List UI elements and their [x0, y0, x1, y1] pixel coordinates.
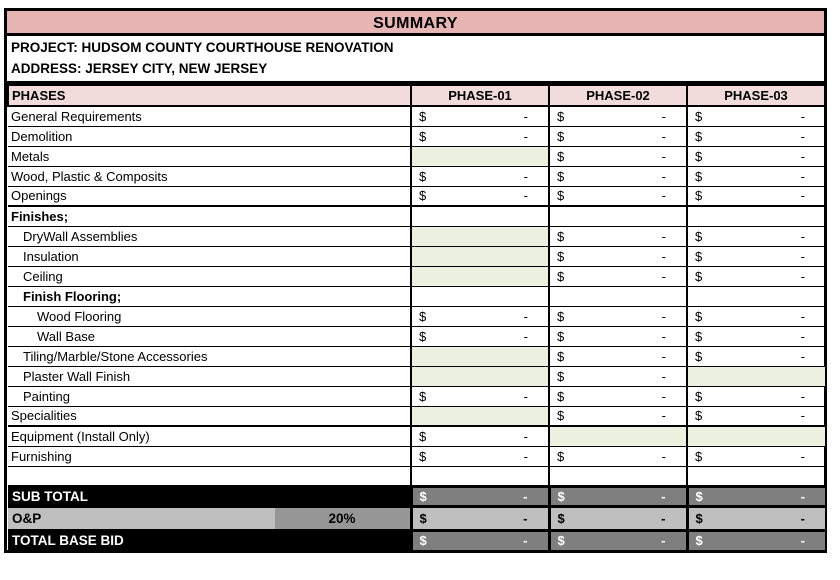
total-base-bid-row [8, 530, 825, 550]
op-phase-03-cell[interactable] [687, 506, 825, 530]
currency-symbol: $ [695, 168, 703, 184]
table-row [8, 186, 825, 206]
currency-symbol: $ [419, 308, 427, 324]
amount-dash: - [800, 108, 805, 124]
table-row [8, 446, 825, 466]
cell-phase-03[interactable] [687, 286, 825, 306]
amount-dash: - [661, 228, 666, 244]
currency-symbol: $ [695, 228, 703, 244]
table-row [8, 386, 825, 406]
amount-dash: - [800, 228, 805, 244]
currency-symbol: $ [557, 168, 565, 184]
currency-symbol: $ [557, 128, 565, 144]
amount-dash: - [661, 328, 666, 344]
amount-dash: - [523, 168, 528, 184]
cell-phase-02[interactable] [549, 166, 687, 186]
cell-phase-03[interactable] [687, 426, 825, 446]
amount-dash: - [800, 348, 805, 364]
cell-phase-01[interactable] [411, 246, 549, 266]
amount-dash: - [800, 448, 805, 464]
amount-dash: - [661, 348, 666, 364]
amount-dash: - [800, 248, 805, 264]
cell-phase-03[interactable] [687, 106, 825, 126]
amount-dash: - [800, 188, 805, 204]
amount-dash: - [661, 533, 666, 549]
cell-phase-03[interactable] [687, 206, 825, 226]
amount-dash: - [661, 108, 666, 124]
currency-symbol: $ [419, 128, 427, 144]
amount-dash: - [661, 308, 666, 324]
cell-phase-01[interactable] [411, 426, 549, 446]
subtotal-phase-02-cell[interactable] [549, 486, 687, 506]
currency-symbol: $ [419, 108, 427, 124]
table-row [8, 146, 825, 166]
amount-dash: - [661, 168, 666, 184]
total-phase-03-cell[interactable] [687, 530, 825, 550]
amount-dash: - [661, 510, 666, 526]
cell-phase-02[interactable] [549, 246, 687, 266]
table-row [8, 406, 825, 426]
currency-symbol: $ [557, 368, 565, 384]
cell-phase-03[interactable] [687, 226, 825, 246]
amount-dash: - [523, 428, 528, 444]
amount-dash: - [800, 388, 805, 404]
summary-sheet [4, 8, 827, 553]
currency-symbol: $ [557, 488, 565, 504]
currency-symbol: $ [695, 448, 703, 464]
table-row [8, 266, 825, 286]
cell-phase-03[interactable] [687, 446, 825, 466]
table-row [8, 286, 825, 306]
cell-phase-02[interactable] [549, 326, 687, 346]
header-phase-01[interactable]: PHASE-01 [411, 85, 549, 106]
cell-phase-02[interactable] [549, 106, 687, 126]
currency-symbol: $ [695, 328, 703, 344]
currency-symbol: $ [419, 168, 427, 184]
row-label-cell[interactable]: Openings [8, 186, 411, 206]
header-phase-02[interactable]: PHASE-02 [549, 85, 687, 106]
amount-dash: - [800, 328, 805, 344]
row-label-cell[interactable]: Wall Base [8, 326, 411, 346]
row-label-cell[interactable]: Furnishing [8, 446, 411, 466]
currency-symbol: $ [695, 348, 703, 364]
project-cell[interactable]: PROJECT: HUDSOM COUNTY COURTHOUSE RENOVATION [11, 40, 394, 55]
row-label-cell[interactable]: Finishes; [8, 206, 411, 226]
amount-dash: - [523, 128, 528, 144]
cell-phase-03[interactable] [687, 246, 825, 266]
amount-dash: - [661, 488, 666, 504]
cell-phase-02[interactable] [549, 126, 687, 146]
cell-phase-02[interactable] [549, 346, 687, 366]
row-label-cell[interactable]: General Requirements [8, 106, 411, 126]
cell-phase-03[interactable] [687, 186, 825, 206]
amount-dash: - [800, 408, 805, 424]
amount-dash: - [661, 268, 666, 284]
cell-phase-02[interactable] [549, 146, 687, 166]
currency-symbol: $ [695, 510, 703, 526]
cell-phase-02[interactable] [549, 386, 687, 406]
currency-symbol: $ [557, 328, 565, 344]
cell-phase-03[interactable] [687, 266, 825, 286]
currency-symbol: $ [557, 108, 565, 124]
info-box [7, 36, 824, 84]
phases-table [7, 84, 826, 550]
row-label-cell[interactable]: Wood, Plastic & Composits [8, 166, 411, 186]
currency-symbol: $ [695, 533, 703, 549]
currency-symbol: $ [695, 148, 703, 164]
currency-symbol: $ [557, 148, 565, 164]
cell-phase-01[interactable] [411, 286, 549, 306]
currency-symbol: $ [419, 448, 427, 464]
currency-symbol: $ [557, 268, 565, 284]
amount-dash: - [661, 148, 666, 164]
header-row [8, 85, 825, 106]
amount-dash: - [661, 448, 666, 464]
cell-phase-01[interactable] [411, 386, 549, 406]
cell-phase-01[interactable] [411, 306, 549, 326]
currency-symbol: $ [557, 533, 565, 549]
op-phase-02-cell[interactable] [549, 506, 687, 530]
amount-dash: - [523, 188, 528, 204]
subtotal-row [8, 486, 825, 506]
amount-dash: - [661, 188, 666, 204]
cell-phase-01[interactable] [411, 446, 549, 466]
row-label-cell[interactable]: Insulation [8, 246, 411, 266]
amount-dash: - [661, 248, 666, 264]
row-label-cell[interactable]: Finish Flooring; [8, 286, 411, 306]
currency-symbol: $ [419, 533, 427, 549]
cell-phase-02[interactable] [549, 446, 687, 466]
op-label: O&P [8, 508, 275, 529]
amount-dash: - [800, 168, 805, 184]
amount-dash: - [523, 510, 528, 526]
row-label-cell[interactable]: Demolition [8, 126, 411, 146]
subtotal-label-cell[interactable]: SUB TOTAL [8, 486, 411, 506]
header-phases[interactable]: PHASES [8, 85, 411, 106]
row-label-cell[interactable]: Plaster Wall Finish [8, 366, 411, 386]
total-base-bid-label-cell[interactable]: TOTAL BASE BID [8, 530, 411, 550]
cell-phase-01[interactable] [411, 206, 549, 226]
currency-symbol: $ [695, 308, 703, 324]
row-label-cell[interactable] [8, 466, 411, 486]
cell-phase-02[interactable] [549, 426, 687, 446]
amount-dash: - [800, 533, 805, 549]
currency-symbol: $ [695, 108, 703, 124]
cell-phase-02[interactable] [549, 266, 687, 286]
cell-phase-01[interactable] [411, 406, 549, 426]
cell-phase-02[interactable] [549, 406, 687, 426]
table-row [8, 126, 825, 146]
cell-phase-02[interactable] [549, 366, 687, 386]
subtotal-phase-03-cell[interactable] [687, 486, 825, 506]
amount-dash: - [661, 388, 666, 404]
total-phase-01-cell[interactable] [411, 530, 549, 550]
amount-dash: - [661, 408, 666, 424]
cell-phase-01[interactable] [411, 166, 549, 186]
row-label-cell[interactable]: Metals [8, 146, 411, 166]
amount-dash: - [523, 488, 528, 504]
cell-phase-03[interactable] [687, 166, 825, 186]
subtotal-phase-01-cell[interactable] [411, 486, 549, 506]
cell-phase-03[interactable] [687, 146, 825, 166]
table-row [8, 346, 825, 366]
currency-symbol: $ [419, 510, 427, 526]
cell-phase-01[interactable] [411, 106, 549, 126]
row-label-cell[interactable]: Specialities [8, 406, 411, 426]
cell-phase-03[interactable] [687, 326, 825, 346]
table-row [8, 306, 825, 326]
cell-phase-01[interactable] [411, 346, 549, 366]
table-row [8, 206, 825, 226]
currency-symbol: $ [557, 408, 565, 424]
currency-symbol: $ [419, 428, 427, 444]
cell-phase-01[interactable] [411, 226, 549, 246]
amount-dash: - [661, 368, 666, 384]
amount-dash: - [800, 488, 805, 504]
currency-symbol: $ [557, 228, 565, 244]
total-phase-02-cell[interactable] [549, 530, 687, 550]
row-label-cell[interactable]: DryWall Assemblies [8, 226, 411, 246]
row-label-cell[interactable]: Ceiling [8, 266, 411, 286]
amount-dash: - [523, 448, 528, 464]
table-row [8, 366, 825, 386]
currency-symbol: $ [695, 188, 703, 204]
currency-symbol: $ [557, 188, 565, 204]
amount-dash: - [800, 148, 805, 164]
cell-phase-02[interactable] [549, 186, 687, 206]
cell-phase-01[interactable] [411, 126, 549, 146]
currency-symbol: $ [419, 388, 427, 404]
table-row [8, 226, 825, 246]
row-label-cell[interactable]: Painting [8, 386, 411, 406]
currency-symbol: $ [557, 388, 565, 404]
table-row [8, 466, 825, 486]
row-label-cell[interactable]: Tiling/Marble/Stone Accessories [8, 346, 411, 366]
cell-phase-02[interactable] [549, 466, 687, 486]
op-row [8, 506, 825, 530]
address-cell[interactable]: ADDRESS: JERSEY CITY, NEW JERSEY [11, 61, 268, 76]
op-label-cell[interactable] [8, 506, 411, 530]
currency-symbol: $ [557, 308, 565, 324]
cell-phase-03[interactable] [687, 346, 825, 366]
amount-dash: - [523, 328, 528, 344]
cell-phase-03[interactable] [687, 126, 825, 146]
amount-dash: - [800, 128, 805, 144]
table-row [8, 426, 825, 446]
currency-symbol: $ [695, 128, 703, 144]
amount-dash: - [800, 268, 805, 284]
amount-dash: - [800, 510, 805, 526]
cell-phase-03[interactable] [687, 466, 825, 486]
title-cell[interactable] [7, 11, 824, 36]
amount-dash: - [661, 128, 666, 144]
currency-symbol: $ [557, 348, 565, 364]
currency-symbol: $ [557, 248, 565, 264]
cell-phase-01[interactable] [411, 146, 549, 166]
cell-phase-03[interactable] [687, 306, 825, 326]
amount-dash: - [523, 108, 528, 124]
cell-phase-01[interactable] [411, 266, 549, 286]
cell-phase-01[interactable] [411, 366, 549, 386]
table-row [8, 106, 825, 126]
currency-symbol: $ [695, 408, 703, 424]
currency-symbol: $ [419, 188, 427, 204]
cell-phase-01[interactable] [411, 466, 549, 486]
amount-dash: - [523, 388, 528, 404]
amount-dash: - [800, 308, 805, 324]
currency-symbol: $ [419, 328, 427, 344]
cell-phase-02[interactable] [549, 306, 687, 326]
currency-symbol: $ [695, 268, 703, 284]
currency-symbol: $ [557, 448, 565, 464]
amount-dash: - [523, 533, 528, 549]
cell-phase-01[interactable] [411, 326, 549, 346]
row-label-cell[interactable]: Wood Flooring [8, 306, 411, 326]
op-rate-cell[interactable]: 20% [275, 508, 410, 529]
currency-symbol: $ [419, 488, 427, 504]
header-phase-03[interactable]: PHASE-03 [687, 85, 825, 106]
cell-phase-03[interactable] [687, 386, 825, 406]
cell-phase-03[interactable] [687, 366, 825, 386]
cell-phase-03[interactable] [687, 406, 825, 426]
table-row [8, 166, 825, 186]
currency-symbol: $ [695, 248, 703, 264]
amount-dash: - [523, 308, 528, 324]
currency-symbol: $ [557, 510, 565, 526]
cell-phase-02[interactable] [549, 206, 687, 226]
row-label-cell[interactable]: Equipment (Install Only) [8, 426, 411, 446]
cell-phase-02[interactable] [549, 286, 687, 306]
cell-phase-01[interactable] [411, 186, 549, 206]
page-title: SUMMARY [373, 15, 458, 32]
op-phase-01-cell[interactable] [411, 506, 549, 530]
currency-symbol: $ [695, 388, 703, 404]
table-row [8, 246, 825, 266]
cell-phase-02[interactable] [549, 226, 687, 246]
table-row [8, 326, 825, 346]
currency-symbol: $ [695, 488, 703, 504]
